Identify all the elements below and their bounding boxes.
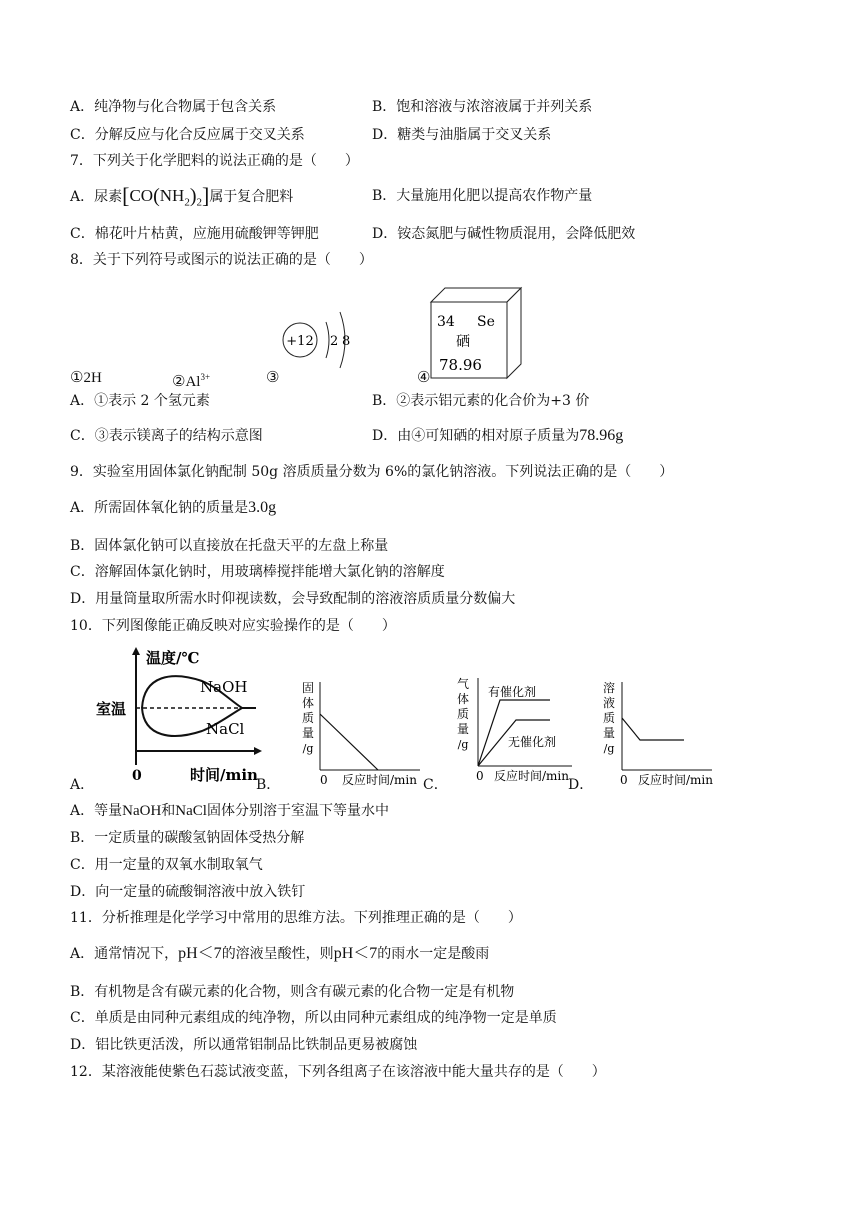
q11-option-a-mid: 的溶液呈酸性，则 bbox=[221, 946, 334, 962]
graph-c-xlabel: 反应时间/min bbox=[494, 769, 569, 783]
graph-b-xlabel: 反应时间/min bbox=[342, 773, 417, 787]
q7-option-b: B．大量施用化肥以提高农作物产量 bbox=[372, 188, 593, 204]
svg-text:量: 量 bbox=[456, 722, 470, 736]
graph-b-origin: 0 bbox=[320, 773, 328, 787]
q6-option-b: B．饱和溶液与浓溶液属于并列关系 bbox=[372, 99, 593, 115]
graph-d-ylabel bbox=[603, 680, 615, 755]
graph-c-curve1-label: 有催化剂 bbox=[488, 685, 537, 699]
q10-option-a-nacl: NaCl bbox=[175, 803, 207, 819]
q8-option-d bbox=[372, 426, 623, 446]
formula-nh: NH bbox=[159, 186, 185, 205]
q9-option-a-value: 3.0g bbox=[248, 499, 277, 516]
q11-option-a-ph2: pH＜7 bbox=[333, 945, 378, 962]
svg-text:液: 液 bbox=[602, 696, 616, 710]
q10-label-a: A． bbox=[70, 777, 95, 793]
q8-option-b: B．②表示铝元素的化合价为+3 价 bbox=[372, 393, 590, 409]
svg-text:量: 量 bbox=[602, 726, 616, 740]
element-name: 硒 bbox=[456, 334, 470, 350]
q10-label-c: C． bbox=[423, 777, 448, 793]
q10-option-a bbox=[70, 801, 389, 821]
shell-2-electrons: 8 bbox=[342, 334, 351, 349]
svg-text:量: 量 bbox=[301, 726, 315, 740]
svg-text:固: 固 bbox=[301, 681, 315, 695]
q11-option-a-suffix: 的雨水一定是酸雨 bbox=[377, 946, 490, 962]
q8-option-c: C．③表示镁离子的结构示意图 bbox=[70, 428, 263, 444]
q7-option-a-prefix: A．尿素 bbox=[70, 189, 123, 205]
q12-stem: 12．某溶液能使紫色石蕊试液变蓝，下列各组离子在该溶液中能大量共存的是（ ） bbox=[70, 1064, 606, 1080]
graph-a-curve1-label: NaOH bbox=[200, 678, 248, 696]
q8-stem: 8．关于下列符号或图示的说法正确的是（ ） bbox=[70, 252, 373, 268]
nucleus-charge: +12 bbox=[286, 334, 314, 349]
q10-option-c: C．用一定量的双氧水制取氧气 bbox=[70, 857, 263, 873]
q10-option-a-and: 和 bbox=[161, 803, 176, 819]
q10-option-a-suffix: 固体分别溶于室温下等量水中 bbox=[206, 803, 389, 819]
graph-a bbox=[92, 645, 264, 785]
q10-stem: 10．下列图像能正确反映对应实验操作的是（ ） bbox=[70, 618, 396, 634]
graph-d bbox=[596, 680, 716, 788]
q6-option-c: C．分解反应与化合反应属于交叉关系 bbox=[70, 127, 305, 143]
q11-option-c: C．单质是由同种元素组成的纯净物，所以由同种元素组成的纯净物一定是单质 bbox=[70, 1010, 557, 1026]
q7-stem: 7．下列关于化学肥料的说法正确的是（ ） bbox=[70, 153, 359, 169]
graph-b-line bbox=[320, 714, 378, 770]
formula-sub-group: 2 bbox=[196, 196, 202, 209]
q9-option-b: B．固体氯化钠可以直接放在托盘天平的左盘上称量 bbox=[70, 538, 389, 554]
q7-option-d: D．铵态氮肥与碱性物质混用，会降低肥效 bbox=[372, 226, 636, 242]
symbol-label-1 bbox=[70, 367, 102, 388]
graph-b-ylabel bbox=[302, 681, 314, 755]
svg-text:体: 体 bbox=[456, 692, 470, 706]
q10-option-d: D．向一定量的硫酸铜溶液中放入铁钉 bbox=[70, 884, 306, 900]
q10-option-a-naoh: NaOH bbox=[122, 803, 162, 819]
q11-option-a-prefix: A．通常情况下， bbox=[70, 946, 179, 962]
graph-d-xlabel: 反应时间/min bbox=[638, 773, 713, 787]
periodic-cell-selenium bbox=[425, 284, 525, 384]
q9-option-c: C．溶解固体氯化钠时，用玻璃棒搅拌能增大氯化钠的溶解度 bbox=[70, 564, 445, 580]
shell-arc-1 bbox=[326, 322, 329, 358]
urea-formula: $[CO(NH_2)_2]$ bbox=[122, 183, 210, 209]
graph-c-curve2-label: 无催化剂 bbox=[508, 735, 557, 749]
q10-label-d: D． bbox=[568, 777, 594, 793]
q9-option-a-text: A．所需固体氧化钠的质量是 bbox=[70, 500, 249, 516]
q7-option-a-suffix: 属于复合肥料 bbox=[209, 189, 294, 205]
q8-option-d-value: 78.96g bbox=[579, 427, 624, 444]
svg-text:/g: /g bbox=[302, 742, 314, 755]
element-symbol: Se bbox=[477, 314, 495, 330]
formula-sub-h: 2 bbox=[184, 196, 190, 209]
symbol-label-2 bbox=[172, 367, 210, 392]
graph-d-origin: 0 bbox=[620, 773, 628, 787]
svg-text:/g: /g bbox=[603, 742, 615, 755]
graph-a-curve2-label: NaCl bbox=[206, 720, 245, 738]
svg-text:质: 质 bbox=[301, 711, 315, 725]
q11-option-a-ph1: pH＜7 bbox=[178, 945, 222, 962]
q10-option-b: B．一定质量的碳酸氢钠固体受热分解 bbox=[70, 830, 305, 846]
graph-a-ylabel: 温度/℃ bbox=[146, 649, 200, 667]
svg-text:体: 体 bbox=[301, 696, 315, 710]
q11-stem: 11．分析推理是化学学习中常用的思维方法。下列推理正确的是（ ） bbox=[70, 910, 522, 926]
atomic-number: 34 bbox=[437, 314, 455, 330]
label-1-number: ① bbox=[70, 368, 84, 386]
q6-option-d: D．糖类与油脂属于交叉关系 bbox=[372, 127, 552, 143]
q7-option-c: C．棉花叶片枯黄，应施用硫酸钾等钾肥 bbox=[70, 226, 319, 242]
q8-option-a: A．①表示 2 个氢元素 bbox=[70, 393, 210, 409]
label-2-charge: 3+ bbox=[200, 372, 211, 382]
svg-text:溶: 溶 bbox=[602, 681, 616, 695]
q10-option-a-prefix: A．等量 bbox=[70, 803, 123, 819]
graph-a-origin: 0 bbox=[132, 768, 142, 784]
q9-option-a bbox=[70, 498, 276, 518]
graph-a-xlabel: 时间/min bbox=[190, 766, 258, 784]
atomic-mass: 78.96 bbox=[439, 356, 482, 374]
label-2-symbol: Al bbox=[185, 374, 201, 390]
graph-d-line bbox=[622, 718, 684, 740]
q11-option-d: D．铝比铁更活泼，所以通常铝制品比铁制品更易被腐蚀 bbox=[70, 1037, 418, 1053]
atom-structure-diagram bbox=[270, 310, 370, 390]
q11-option-a bbox=[70, 944, 489, 964]
q9-stem: 9．实验室用固体氯化钠配制 50g 溶质质量分数为 6%的氯化钠溶液。下列说法正确的是（ ） bbox=[70, 464, 674, 480]
formula-co: CO bbox=[129, 186, 154, 205]
symbol-label-3: ③ bbox=[266, 368, 280, 386]
q11-option-b: B．有机物是含有碳元素的化合物，则含有碳元素的化合物一定是有机物 bbox=[70, 984, 515, 1000]
q7-option-a bbox=[70, 183, 294, 212]
graph-c-origin: 0 bbox=[476, 769, 484, 783]
q8-option-d-text: D．由④可知硒的相对原子质量为 bbox=[372, 428, 580, 444]
svg-text:质: 质 bbox=[602, 711, 616, 725]
graph-c bbox=[452, 676, 576, 786]
graph-a-room-label: 室温 bbox=[96, 700, 127, 718]
svg-text:气: 气 bbox=[456, 677, 470, 691]
graph-c-ylabel bbox=[457, 676, 469, 751]
q9-option-d: D．用量筒量取所需水时仰视读数，会导致配制的溶液溶质质量分数偏大 bbox=[70, 591, 516, 607]
label-2-number: ② bbox=[172, 372, 186, 390]
symbol-label-4: ④ bbox=[417, 368, 431, 386]
graph-c-catalyst-curve bbox=[478, 700, 550, 766]
svg-text:质: 质 bbox=[456, 707, 470, 721]
svg-text:/g: /g bbox=[457, 738, 469, 751]
shell-1-electrons: 2 bbox=[330, 334, 339, 349]
q6-option-a: A．纯净物与化合物属于包含关系 bbox=[70, 99, 277, 115]
graph-b bbox=[298, 680, 424, 788]
label-1-symbol: 2H bbox=[83, 370, 102, 386]
q10-label-b: B． bbox=[256, 777, 281, 793]
